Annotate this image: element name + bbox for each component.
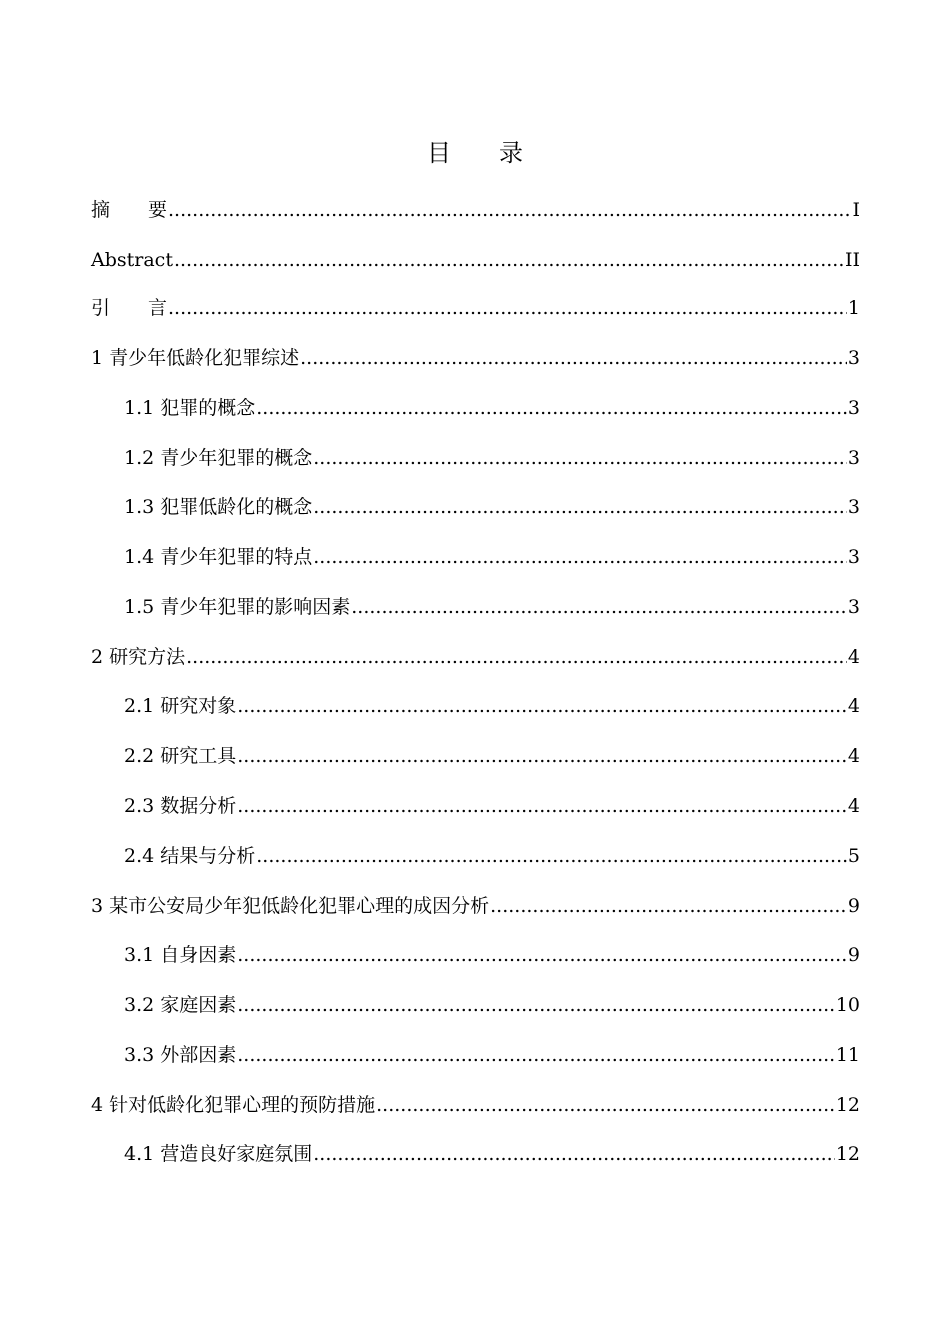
toc-entry[interactable]	[124, 393, 860, 423]
toc-entry[interactable]	[124, 1040, 860, 1070]
toc-entry[interactable]	[124, 542, 860, 572]
toc-leader-dots	[237, 741, 847, 771]
toc-entry-page: 4	[847, 646, 860, 668]
toc-entry-page: 9	[847, 944, 860, 966]
toc-leader-dots	[256, 393, 847, 423]
toc-entry-page: I	[852, 199, 860, 221]
toc-entry-page: 3	[847, 397, 860, 419]
toc-entry-page: 3	[847, 347, 860, 369]
toc-entry-label: 3 某市公安局少年犯低龄化犯罪心理的成因分析	[91, 895, 490, 917]
toc-leader-dots	[376, 1090, 835, 1120]
toc-entry-page: 3	[847, 496, 860, 518]
toc-entry[interactable]	[91, 195, 860, 225]
toc-entry-page: 4	[847, 695, 860, 717]
toc-entry-label: 2.4 结果与分析	[124, 845, 256, 867]
toc-leader-dots	[313, 492, 847, 522]
toc-entry-label: 3.2 家庭因素	[124, 994, 237, 1016]
toc-title-first-char: 目	[427, 139, 451, 167]
toc-entry-page: 4	[847, 795, 860, 817]
toc-title	[0, 133, 950, 173]
toc-entry[interactable]	[124, 592, 860, 622]
toc-leader-dots	[256, 841, 847, 871]
toc-entry-label: 2.2 研究工具	[124, 745, 237, 767]
toc-entry[interactable]	[91, 293, 860, 323]
toc-entry-label: 4.1 营造良好家庭氛围	[124, 1143, 313, 1165]
toc-entry[interactable]	[124, 791, 860, 821]
toc-leader-dots	[168, 195, 851, 225]
toc-leader-dots	[186, 642, 847, 672]
toc-leader-dots	[237, 940, 847, 970]
toc-leader-dots	[168, 293, 847, 323]
toc-leader-dots	[237, 990, 835, 1020]
toc-entry-page: 3	[847, 447, 860, 469]
toc-entry-label: 2.3 数据分析	[124, 795, 237, 817]
toc-leader-dots	[237, 1040, 835, 1070]
toc-entry-page: 9	[847, 895, 860, 917]
toc-entry-page: II	[844, 249, 860, 271]
toc-entry-label: 1 青少年低龄化犯罪综述	[91, 347, 300, 369]
toc-entry-page: 3	[847, 546, 860, 568]
toc-leader-dots	[237, 691, 847, 721]
toc-entry-label: 2.1 研究对象	[124, 695, 237, 717]
toc-entry-page: 4	[847, 745, 860, 767]
toc-entry[interactable]	[124, 741, 860, 771]
toc-entry-label: 1.5 青少年犯罪的影响因素	[124, 596, 351, 618]
toc-leader-dots	[313, 1139, 835, 1169]
toc-entry-page: 10	[835, 994, 860, 1016]
toc-entry[interactable]	[91, 343, 860, 373]
toc-entry-label: 3.3 外部因素	[124, 1044, 237, 1066]
toc-entry[interactable]	[91, 642, 860, 672]
toc-entry-label: 1.4 青少年犯罪的特点	[124, 546, 313, 568]
toc-entry-label: 1.1 犯罪的概念	[124, 397, 256, 419]
toc-entry-label: 2 研究方法	[91, 646, 186, 668]
toc-entry-page: 1	[847, 297, 860, 319]
toc-leader-dots	[300, 343, 847, 373]
toc-entry-label: 3.1 自身因素	[124, 944, 237, 966]
toc-leader-dots	[237, 791, 847, 821]
toc-entry-label: 4 针对低龄化犯罪心理的预防措施	[91, 1094, 376, 1116]
toc-entry-page: 5	[847, 845, 860, 867]
toc-entry-label: 1.3 犯罪低龄化的概念	[124, 496, 313, 518]
toc-entry-page: 11	[835, 1044, 860, 1066]
toc-entry[interactable]	[124, 691, 860, 721]
toc-leader-dots	[490, 891, 847, 921]
toc-entry-page: 3	[847, 596, 860, 618]
toc-entry[interactable]	[124, 443, 860, 473]
toc-leader-dots	[313, 542, 847, 572]
toc-leader-dots	[174, 245, 844, 275]
toc-entry[interactable]	[124, 940, 860, 970]
toc-entry[interactable]	[91, 245, 860, 275]
toc-leader-dots	[351, 592, 847, 622]
toc-entry[interactable]	[124, 990, 860, 1020]
toc-entry-page: 12	[835, 1094, 860, 1116]
toc-entry[interactable]	[124, 492, 860, 522]
toc-entry-page: 12	[835, 1143, 860, 1165]
toc-entry-label: 摘 要	[91, 199, 168, 221]
toc-entry[interactable]	[91, 1090, 860, 1120]
toc-entry-label: 引 言	[91, 297, 168, 319]
toc-entry[interactable]	[124, 1139, 860, 1169]
toc-entry-label: 1.2 青少年犯罪的概念	[124, 447, 313, 469]
toc-title-second-char: 录	[499, 139, 523, 167]
toc-entry[interactable]	[124, 841, 860, 871]
toc-entry[interactable]	[91, 891, 860, 921]
toc-entry-label: Abstract	[91, 249, 173, 271]
toc-leader-dots	[313, 443, 847, 473]
